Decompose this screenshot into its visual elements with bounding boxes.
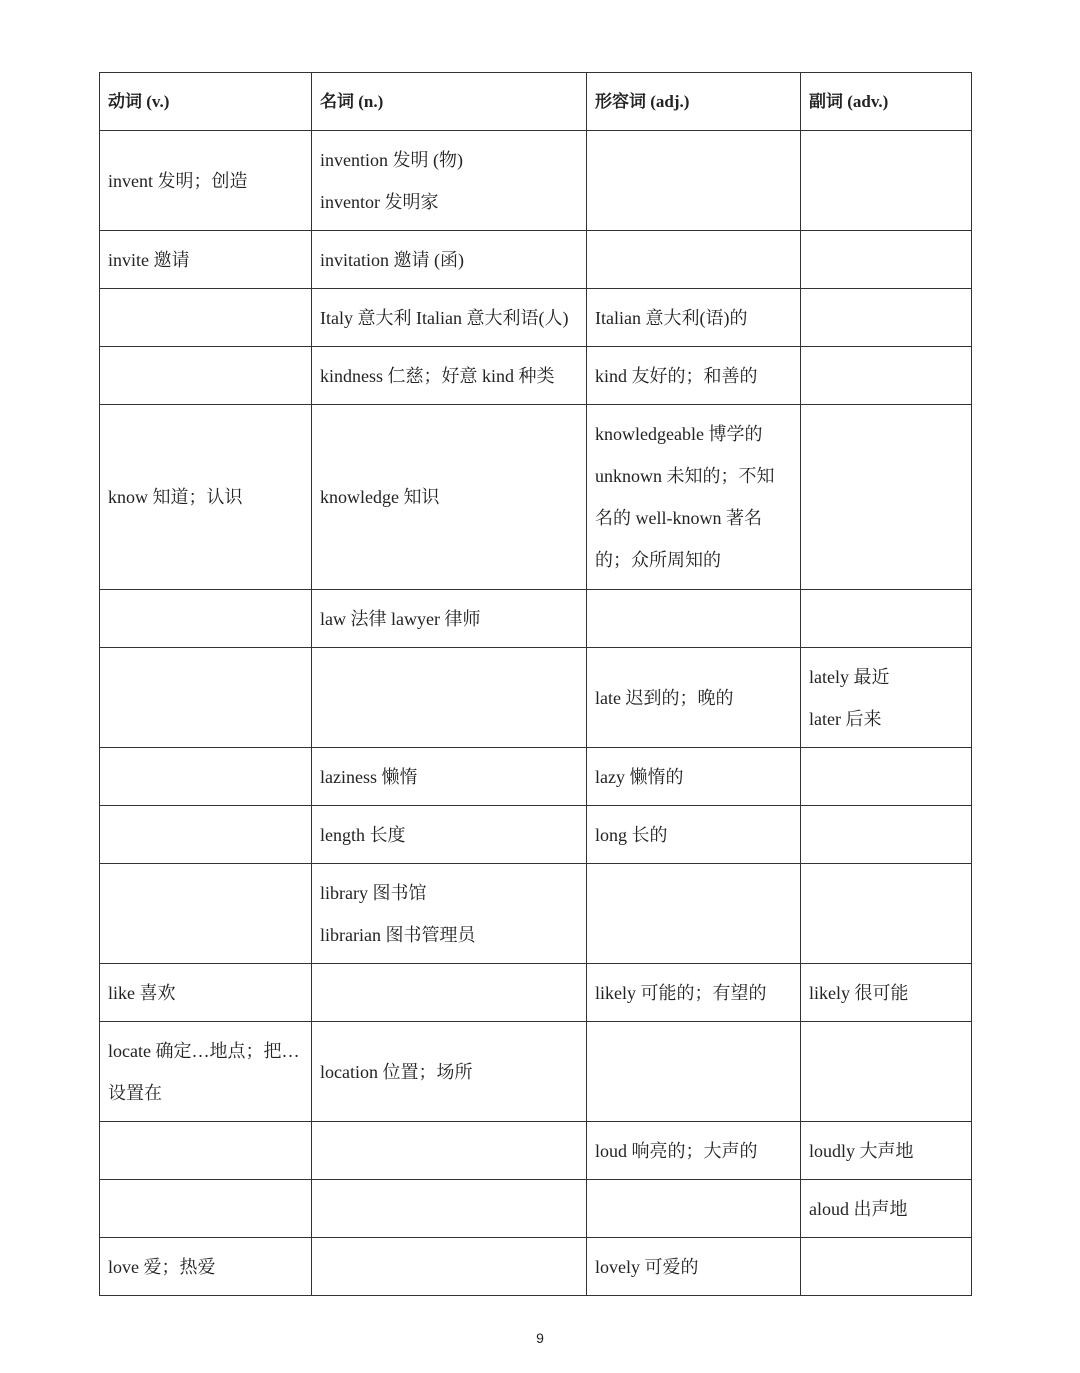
cell-adverb [801, 1180, 972, 1238]
cell-adverb [801, 347, 972, 405]
cell-noun [312, 590, 587, 648]
table-row [100, 648, 972, 748]
header-noun: 名词 (n.) [312, 73, 587, 131]
table-row [100, 864, 972, 964]
cell-verb [100, 131, 312, 231]
cell-adjective [587, 1022, 801, 1122]
cell-adjective [587, 648, 801, 748]
cell-text-line: invent 发明；创造 [108, 170, 248, 191]
cell-verb [100, 289, 312, 347]
table-row [100, 131, 972, 231]
cell-verb [100, 648, 312, 748]
cell-adjective [587, 289, 801, 347]
cell-verb [100, 748, 312, 806]
cell-text-line: librarian 图书管理员 [320, 924, 476, 945]
cell-adjective [587, 590, 801, 648]
table-row [100, 1238, 972, 1296]
cell-noun [312, 964, 587, 1022]
cell-noun [312, 131, 587, 231]
cell-text-line: location 位置；场所 [320, 1061, 473, 1082]
vocabulary-table [99, 72, 972, 1296]
table-row [100, 748, 972, 806]
cell-adjective [587, 131, 801, 231]
cell-text-line: library 图书馆 [320, 882, 427, 903]
cell-text-line: lazy 懒惰的 [595, 766, 684, 787]
cell-adjective [587, 231, 801, 289]
cell-text-line: like 喜欢 [108, 982, 176, 1003]
cell-text-line: 设置在 [108, 1082, 162, 1103]
table-row [100, 1022, 972, 1122]
table-row [100, 231, 972, 289]
table-row [100, 1180, 972, 1238]
cell-verb [100, 964, 312, 1022]
cell-verb [100, 1122, 312, 1180]
page-number: 9 [536, 1330, 544, 1346]
cell-text-line: unknown 未知的；不知 [595, 466, 775, 486]
cell-text-line: loud 响亮的；大声的 [595, 1140, 758, 1161]
header-adverb: 副词 (adv.) [801, 73, 972, 131]
cell-text-line: late 迟到的；晚的 [595, 687, 734, 708]
header-adjective: 形容词 (adj.) [587, 73, 801, 131]
cell-verb [100, 347, 312, 405]
table-row [100, 405, 972, 590]
cell-adjective [587, 347, 801, 405]
cell-text-line: Italian 意大利(语)的 [595, 307, 748, 328]
cell-adjective [587, 1122, 801, 1180]
cell-adjective [587, 806, 801, 864]
cell-text-line: likely 很可能 [809, 982, 909, 1003]
cell-text-line: long 长的 [595, 824, 668, 845]
cell-noun [312, 347, 587, 405]
cell-adverb [801, 289, 972, 347]
table-header-row [100, 73, 972, 131]
cell-text-line: kindness 仁慈；好意 kind 种类 [320, 365, 555, 386]
cell-noun [312, 864, 587, 964]
cell-adverb [801, 748, 972, 806]
cell-text-line: knowledgeable 博学的 [595, 424, 763, 444]
cell-adverb [801, 1122, 972, 1180]
cell-text-line: law 法律 lawyer 律师 [320, 608, 481, 629]
table-row [100, 964, 972, 1022]
cell-adjective [587, 864, 801, 964]
cell-adverb [801, 131, 972, 231]
cell-text-line: kind 友好的；和善的 [595, 365, 758, 386]
cell-text-line: knowledge 知识 [320, 487, 440, 507]
cell-verb [100, 405, 312, 590]
cell-text-line: locate 确定…地点；把… [108, 1040, 300, 1061]
table-row [100, 347, 972, 405]
cell-text-line: inventor 发明家 [320, 191, 439, 212]
cell-verb [100, 590, 312, 648]
cell-text-line: invention 发明 (物) [320, 149, 463, 170]
cell-adverb [801, 964, 972, 1022]
cell-adverb [801, 1022, 972, 1122]
cell-noun [312, 1238, 587, 1296]
cell-text-line: lately 最近 [809, 666, 890, 687]
table-row [100, 806, 972, 864]
header-verb: 动词 (v.) [100, 73, 312, 131]
table-row [100, 1122, 972, 1180]
cell-text-line: 名的 well-known 著名 [595, 508, 762, 528]
cell-adjective [587, 1238, 801, 1296]
cell-noun [312, 648, 587, 748]
cell-adverb [801, 648, 972, 748]
cell-adverb [801, 1238, 972, 1296]
cell-adverb [801, 864, 972, 964]
cell-text-line: length 长度 [320, 824, 406, 845]
cell-text-line: know 知道；认识 [108, 487, 243, 507]
cell-verb [100, 1238, 312, 1296]
cell-text-line: Italy 意大利 Italian 意大利语(人) [320, 307, 569, 328]
cell-text-line: invitation 邀请 (函) [320, 249, 464, 270]
cell-verb [100, 231, 312, 289]
cell-verb [100, 864, 312, 964]
cell-adverb [801, 590, 972, 648]
cell-noun [312, 1122, 587, 1180]
cell-text-line: aloud 出声地 [809, 1198, 908, 1219]
cell-adjective [587, 405, 801, 590]
cell-text-line: loudly 大声地 [809, 1140, 914, 1161]
cell-noun [312, 405, 587, 590]
cell-text-line: later 后来 [809, 708, 882, 729]
table-row [100, 289, 972, 347]
cell-adjective [587, 1180, 801, 1238]
cell-adverb [801, 405, 972, 590]
cell-verb [100, 1180, 312, 1238]
cell-noun [312, 231, 587, 289]
cell-verb [100, 806, 312, 864]
cell-adjective [587, 748, 801, 806]
table-row [100, 590, 972, 648]
cell-text-line: laziness 懒惰 [320, 766, 418, 787]
cell-noun [312, 748, 587, 806]
cell-text-line: lovely 可爱的 [595, 1256, 699, 1277]
cell-text-line: invite 邀请 [108, 249, 190, 270]
cell-text-line: 的；众所周知的 [595, 550, 721, 570]
cell-adjective [587, 964, 801, 1022]
cell-text-line: love 爱；热爱 [108, 1256, 216, 1277]
cell-adverb [801, 806, 972, 864]
cell-text-line: likely 可能的；有望的 [595, 982, 767, 1003]
cell-noun [312, 1180, 587, 1238]
cell-adverb [801, 231, 972, 289]
cell-verb [100, 1022, 312, 1122]
table-body [100, 131, 972, 1296]
cell-noun [312, 289, 587, 347]
cell-noun [312, 806, 587, 864]
cell-noun [312, 1022, 587, 1122]
